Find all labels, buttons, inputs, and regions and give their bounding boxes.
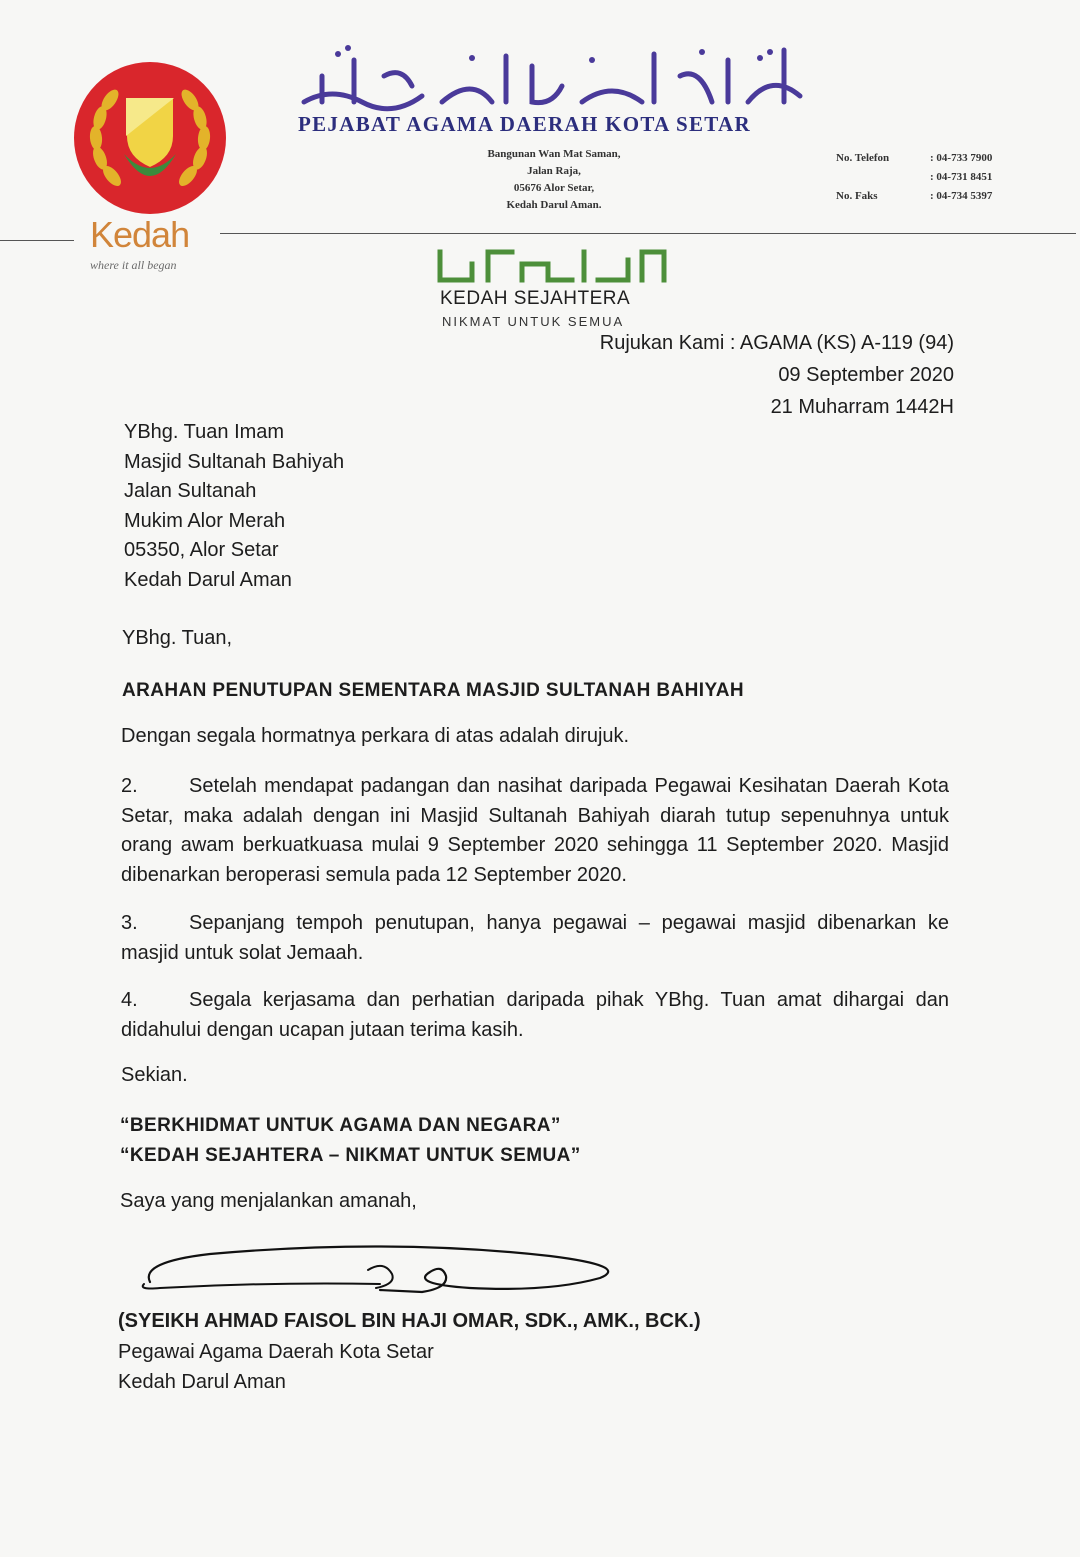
- kedah-crest-logo: [70, 58, 230, 218]
- recipient-line: Jalan Sultanah: [124, 480, 257, 503]
- office-name: PEJABAT AGAMA DAERAH KOTA SETAR: [298, 112, 751, 136]
- signer-block: [118, 1306, 701, 1398]
- body-paragraph-3: [121, 909, 949, 968]
- signer-location: Kedah Darul Aman: [118, 1371, 286, 1393]
- contact-value: : 04-731 8451: [930, 171, 993, 183]
- body-paragraph-2: [121, 772, 949, 890]
- contact-row: [836, 152, 1036, 171]
- sign-off: Saya yang menjalankan amanah,: [120, 1190, 417, 1212]
- address-line: Bangunan Wan Mat Saman,: [487, 148, 621, 160]
- jawi-calligraphy-banner: [292, 36, 814, 116]
- closing: Sekian.: [121, 1064, 188, 1086]
- motto-line: “KEDAH SEJAHTERA – NIKMAT UNTUK SEMUA”: [120, 1145, 581, 1166]
- slogan-title: KEDAH SEJAHTERA: [440, 288, 631, 309]
- contact-row: [836, 190, 1036, 209]
- tourism-word: Kedah: [90, 214, 190, 255]
- header-divider-right: [220, 233, 1076, 234]
- contact-value: : 04-734 5397: [930, 190, 993, 202]
- paragraph-text: Segala kerjasama dan perhatian daripada pihak YBhg. Tuan amat dihargai dan didahului dengan ucapan jutaan terima kasih.: [121, 989, 949, 1041]
- motto-line: “BERKHIDMAT UNTUK AGAMA DAN NEGARA”: [120, 1115, 561, 1136]
- letter-date: 09 September 2020: [778, 364, 954, 386]
- signer-title: Pegawai Agama Daerah Kota Setar: [118, 1340, 434, 1363]
- kedah-sejahtera-jawi-logo: [432, 242, 672, 286]
- header-divider-left: [0, 240, 74, 241]
- recipient-line: YBhg. Tuan Imam: [124, 421, 285, 443]
- contact-block: [836, 152, 1036, 209]
- contact-label: No. Telefon: [836, 152, 890, 164]
- paragraph-number: 2.: [121, 775, 138, 797]
- recipient-line: 05350, Alor Setar: [124, 539, 279, 562]
- body-paragraph-4: [121, 986, 949, 1045]
- reference-number: Rujukan Kami : AGAMA (KS) A-119 (94): [599, 332, 954, 354]
- signer-name: (SYEIKH AHMAD FAISOL BIN HAJI OMAR, SDK., AMK., BCK.): [118, 1310, 701, 1332]
- slogan-subtitle: NIKMAT UNTUK SEMUA: [442, 314, 625, 329]
- salutation: YBhg. Tuan,: [122, 627, 233, 649]
- reference-block: [600, 327, 954, 423]
- recipient-line: Masjid Sultanah Bahiyah: [124, 450, 345, 473]
- address-line: Jalan Raja,: [527, 165, 581, 177]
- paragraph-number: 4.: [121, 989, 138, 1011]
- address-line: 05676 Alor Setar,: [513, 182, 595, 194]
- kedah-tourism-logo: [86, 214, 216, 284]
- recipient-line: Mukim Alor Merah: [124, 509, 286, 532]
- recipient-address: [124, 418, 344, 596]
- paragraph-text: Sepanjang tempoh penutupan, hanya pegawai – pegawai masjid dibenarkan ke masjid untuk solat Jemaah.: [121, 912, 949, 964]
- tourism-tagline: where it all began: [90, 258, 177, 272]
- contact-label: No. Faks: [836, 190, 878, 202]
- intro-paragraph: Dengan segala hormatnya perkara di atas adalah dirujuk.: [121, 725, 630, 747]
- paragraph-number: 3.: [121, 912, 138, 934]
- contact-row: [836, 171, 1036, 190]
- office-address: [444, 146, 664, 214]
- hijri-date: 21 Muharram 1442H: [770, 396, 954, 418]
- paragraph-text: Setelah mendapat padangan dan nasihat daripada Pegawai Kesihatan Daerah Kota Setar, maka adalah dengan ini Masjid Sultanah Bahiyah diarah tutup sepenuhnya untuk orang awam berkuatkuasa mulai 9 September 2020 sehingga 11 September 2020. Masjid dibenarkan beroperasi semula pada 12 September 2020.: [121, 775, 949, 886]
- motto-block: [120, 1111, 581, 1171]
- address-line: Kedah Darul Aman.: [506, 199, 602, 211]
- contact-value: : 04-733 7900: [930, 152, 993, 164]
- letter-subject: ARAHAN PENUTUPAN SEMENTARA MASJID SULTANAH BAHIYAH: [122, 680, 745, 701]
- recipient-line: Kedah Darul Aman: [124, 568, 292, 591]
